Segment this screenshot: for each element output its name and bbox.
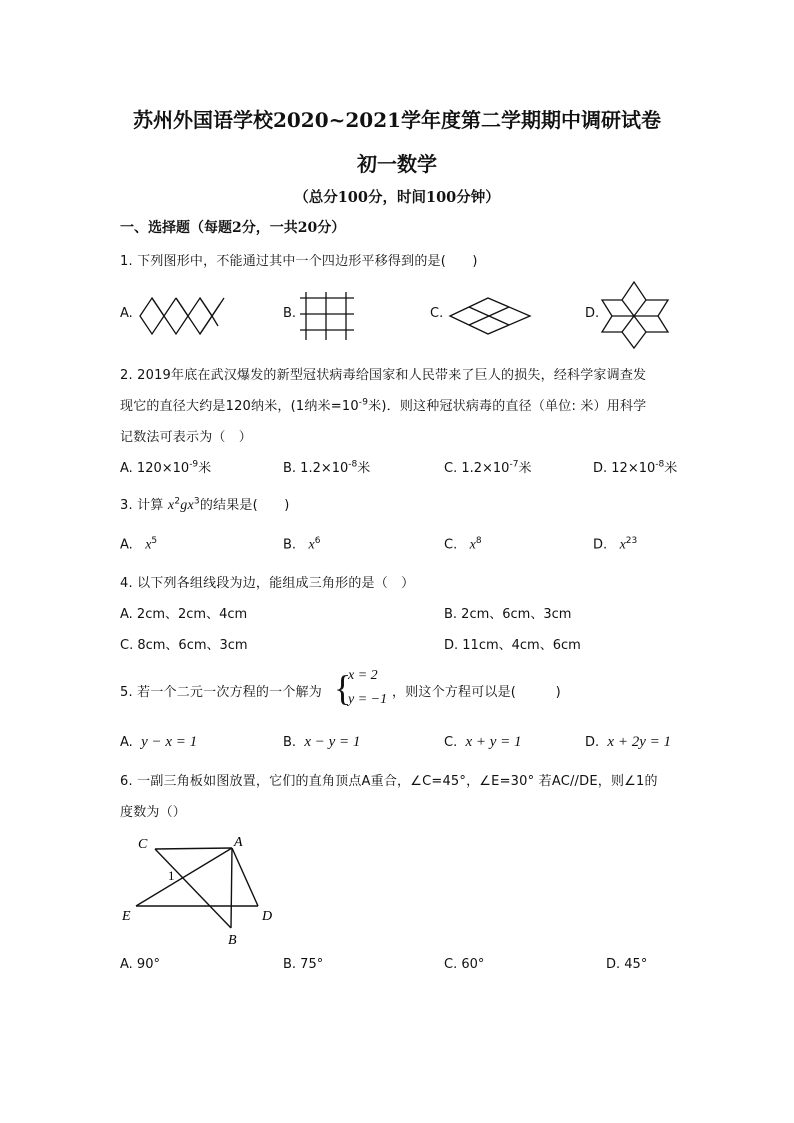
q1-figure-c: [448, 296, 532, 336]
segment-ea: [136, 848, 232, 906]
segment-ad: [232, 848, 258, 906]
question-5-stem-post: ，则这个方程可以是( ): [392, 685, 561, 700]
question-2-line-2: 现它的直径大约是120纳米，(1纳米$=10^{-9}$米)．则这种冠状病毒的直径（单位: 米）用科学: [120, 397, 647, 414]
q3-option-b[interactable]: B. $x^6$: [283, 536, 321, 553]
point-a-label: A: [234, 835, 243, 850]
exam-info: （总分100分，时间100分钟）: [294, 189, 500, 206]
q4-option-b[interactable]: B. 2cm、6cm、3cm: [444, 607, 572, 622]
q5-option-a[interactable]: A. y − x = 1: [120, 734, 198, 750]
point-e-label: E: [122, 909, 131, 924]
question-3-stem: 3. 计算 $x^2gx^3$的结果是( ): [120, 496, 290, 513]
q5-option-b[interactable]: B. x − y = 1: [283, 734, 361, 750]
question-6-line-1: 6. 一副三角板如图放置，它们的直角顶点A重合，∠C=45°，∠E=30° 若AC//DE，则∠1的: [120, 774, 658, 789]
system-equation-1: x = 2: [348, 668, 378, 683]
q6-triangle-diagram: [118, 832, 298, 952]
q1-figure-a: [138, 296, 228, 336]
page-title: 苏州外国语学校2020~2021学年度第二学期期中调研试卷: [132, 108, 662, 132]
q6-option-a[interactable]: A. 90°: [120, 957, 160, 972]
q1-option-a-label[interactable]: A.: [120, 306, 133, 321]
q1-figure-d: [600, 280, 670, 350]
point-d-label: D: [262, 909, 273, 924]
q3-option-d[interactable]: D. $x^{23}$: [593, 536, 638, 553]
segment-cb: [155, 849, 231, 928]
q3-option-c[interactable]: C. $x^8$: [444, 536, 482, 553]
question-4-stem: 4. 以下列各组线段为边，能组成三角形的是（ ）: [120, 576, 415, 591]
segment-ab: [231, 848, 232, 928]
q5-option-d[interactable]: D. x + 2y = 1: [585, 734, 671, 750]
q4-option-d[interactable]: D. 11cm、4cm、6cm: [444, 638, 581, 653]
q6-option-b[interactable]: B. 75°: [283, 957, 324, 972]
q3-option-a[interactable]: A. $x^5$: [120, 536, 158, 553]
page-subtitle: 初一数学: [357, 152, 437, 176]
point-b-label: B: [228, 933, 237, 948]
q2-option-a[interactable]: A. $120\times 10^{-9}$米: [120, 459, 212, 476]
q5-option-c[interactable]: C. x + y = 1: [444, 734, 522, 750]
q4-option-a[interactable]: A. 2cm、2cm、4cm: [120, 607, 248, 622]
q6-option-c[interactable]: C. 60°: [444, 957, 485, 972]
q2-option-c[interactable]: C. $1.2\times 10^{-7}$米: [444, 459, 532, 476]
question-2-line-1: 2. 2019年底在武汉爆发的新型冠状病毒给国家和人民带来了巨人的损失，经科学家调查发: [120, 368, 647, 383]
q1-figure-b: [298, 290, 358, 342]
angle-1-label: 1: [168, 868, 175, 883]
question-2-line-3: 记数法可表示为（ ）: [120, 430, 253, 445]
q2-option-d[interactable]: D. $12\times 10^{-8}$米: [593, 459, 678, 476]
q4-option-c[interactable]: C. 8cm、6cm、3cm: [120, 638, 248, 653]
system-brace: {: [334, 668, 352, 708]
q1-option-d-label[interactable]: D.: [585, 306, 600, 321]
question-5-stem-pre: 5. 若一个二元一次方程的一个解为: [120, 685, 322, 700]
segment-ca: [155, 848, 232, 849]
q2-option-b[interactable]: B. $1.2\times 10^{-8}$米: [283, 459, 371, 476]
question-6-line-2: 度数为（）: [120, 805, 187, 820]
point-c-label: C: [138, 837, 148, 852]
q1-option-b-label[interactable]: B.: [283, 306, 297, 321]
q6-option-d[interactable]: D. 45°: [606, 957, 648, 972]
system-equation-2: y = −1: [348, 692, 388, 707]
question-1-stem: 1. 下列图形中，不能通过其中一个四边形平移得到的是( ): [120, 254, 478, 269]
section-heading: 一、选择题（每题2分，一共20分）: [120, 220, 346, 236]
q1-option-c-label[interactable]: C.: [430, 306, 444, 321]
